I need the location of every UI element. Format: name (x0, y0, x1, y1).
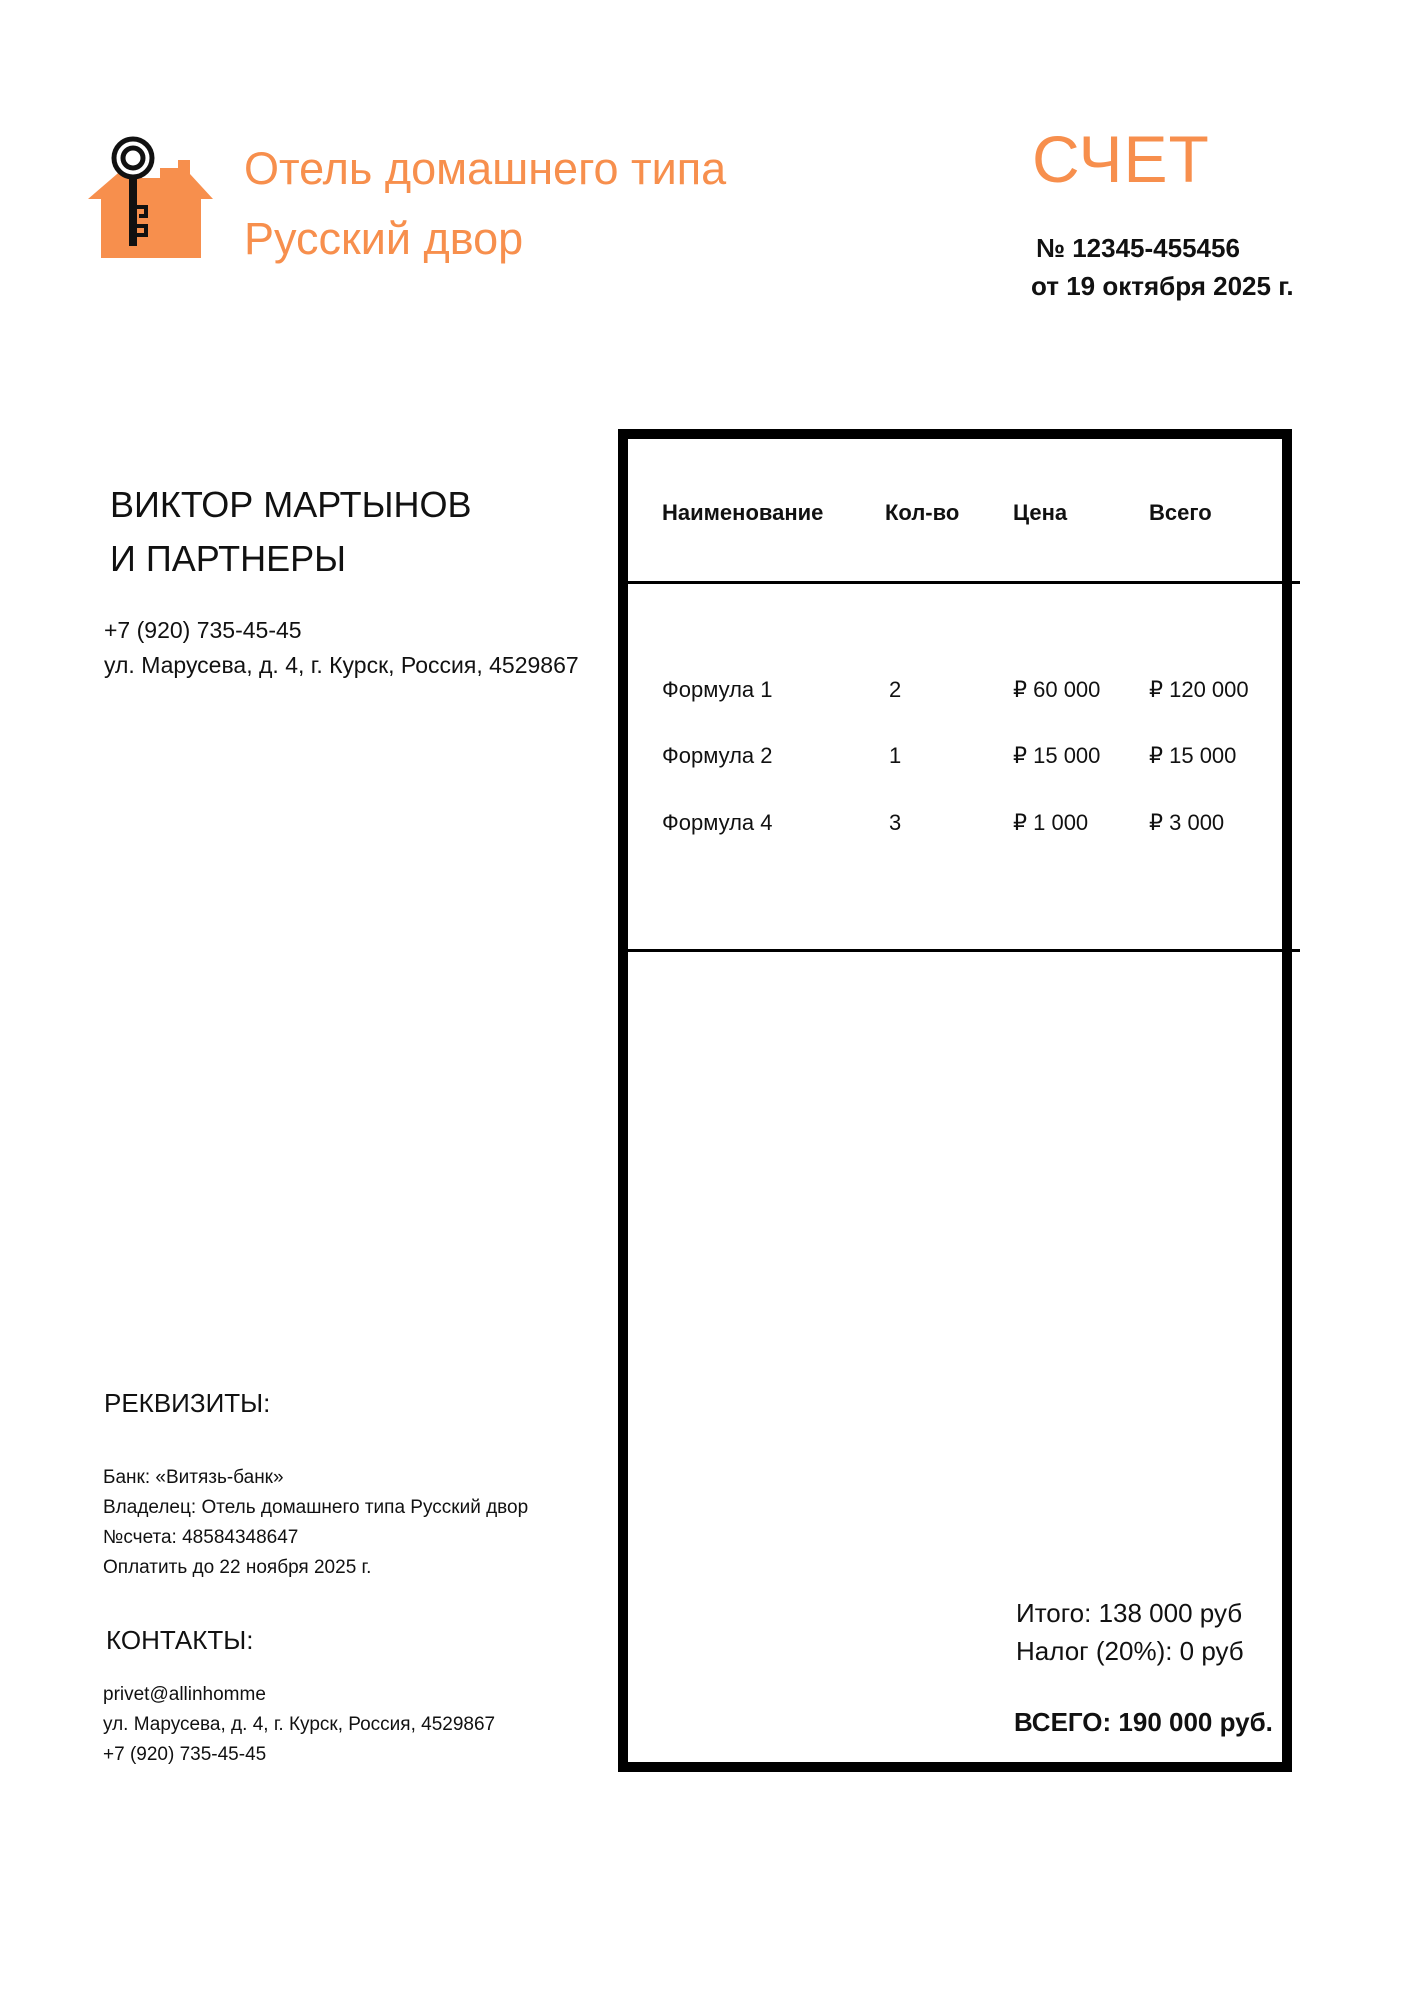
column-header-name: Наименование (662, 500, 824, 525)
row-3-qty: 3 (889, 810, 902, 835)
requisites-owner: Владелец: Отель домашнего типа Русский двор (103, 1497, 529, 1518)
row-1-total: ₽ 120 000 (1149, 677, 1249, 702)
invoice-date: от 19 октября 2025 г. (1031, 271, 1294, 301)
invoice-number: № 12345-455456 (1036, 233, 1240, 263)
client-address: ул. Марусева, д. 4, г. Курск, Россия, 4529867 (104, 652, 579, 678)
row-3-name: Формула 4 (662, 810, 773, 835)
row-2-total: ₽ 15 000 (1149, 743, 1237, 768)
row-1-name: Формула 1 (662, 677, 773, 702)
requisites-title: РЕКВИЗИТЫ: (104, 1388, 271, 1418)
grand-total: ВСЕГО: 190 000 руб. (1014, 1707, 1273, 1737)
table-body-divider (628, 949, 1300, 952)
row-3-total: ₽ 3 000 (1149, 810, 1225, 835)
row-2-price: ₽ 15 000 (1013, 743, 1101, 768)
client-phone: +7 (920) 735-45-45 (104, 617, 302, 643)
requisites-due-date: Оплатить до 22 ноября 2025 г. (103, 1557, 372, 1578)
requisites-account: №счета: 48584348647 (103, 1527, 299, 1548)
column-header-price: Цена (1013, 500, 1068, 525)
invoice-table-frame (618, 429, 1292, 1772)
requisites-bank: Банк: «Витязь-банк» (103, 1467, 284, 1488)
hotel-name-line1: Отель домашнего типа (244, 143, 727, 194)
column-header-qty: Кол-во (885, 500, 960, 525)
contacts-email: privet@allinhomme (103, 1684, 266, 1705)
contacts-title: КОНТАКТЫ: (106, 1625, 254, 1655)
client-name-line1: ВИКТОР МАРТЫНОВ (110, 484, 472, 525)
row-1-price: ₽ 60 000 (1013, 677, 1101, 702)
house-key-icon (82, 134, 220, 262)
row-3-price: ₽ 1 000 (1013, 810, 1089, 835)
contacts-phone: +7 (920) 735-45-45 (103, 1744, 267, 1765)
client-name-line2: И ПАРТНЕРЫ (110, 538, 347, 579)
tax: Налог (20%): 0 руб (1016, 1636, 1244, 1666)
table-header-divider (628, 581, 1300, 584)
column-header-total: Всего (1149, 500, 1212, 525)
hotel-name-line2: Русский двор (244, 213, 524, 264)
subtotal: Итого: 138 000 руб (1016, 1598, 1243, 1628)
document-title: СЧЕТ (1032, 122, 1210, 196)
row-2-name: Формула 2 (662, 743, 773, 768)
contacts-address: ул. Марусева, д. 4, г. Курск, Россия, 4529867 (103, 1714, 496, 1735)
row-1-qty: 2 (889, 677, 902, 702)
row-2-qty: 1 (889, 743, 902, 768)
